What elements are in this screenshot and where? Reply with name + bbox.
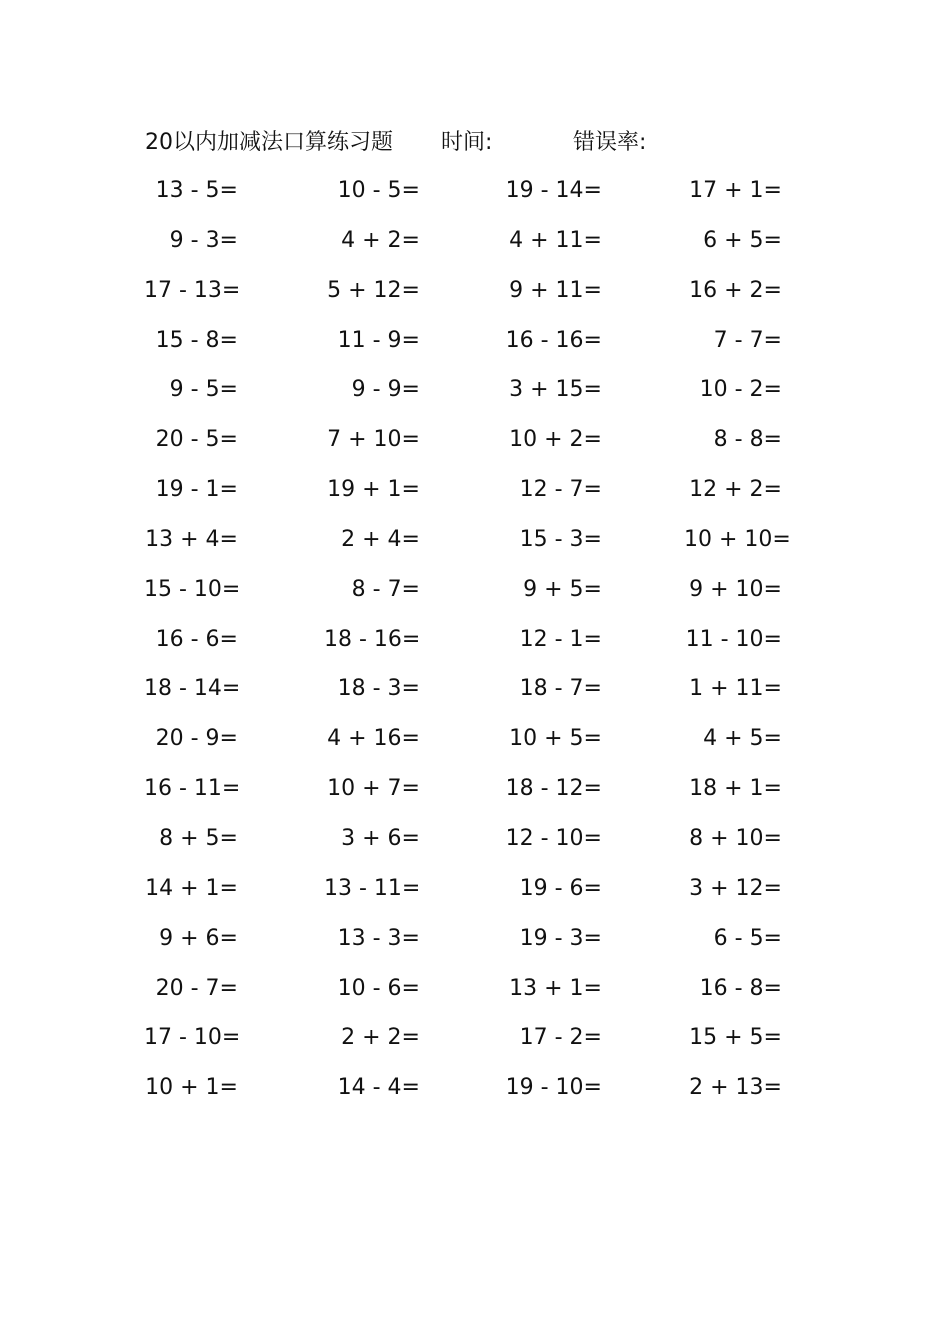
problem-item: 10 - 5=	[337, 178, 420, 203]
problem-item: 9 - 9=	[351, 377, 420, 403]
time-label: 时间:	[441, 130, 493, 155]
problem-item: 9 - 3=	[169, 227, 238, 253]
problem-item: 10 + 5=	[509, 726, 602, 752]
problem-item: 10 + 10=	[684, 526, 791, 552]
problem-grid	[144, 172, 791, 1119]
problem-item: 2 + 2=	[341, 1025, 420, 1051]
problem-item: 10 + 2=	[509, 427, 602, 453]
problem-item: 13 + 1=	[509, 975, 602, 1001]
problem-item: 9 + 6=	[159, 925, 238, 951]
problem-item: 18 - 7=	[519, 676, 602, 702]
problem-item: 7 - 7=	[713, 327, 782, 353]
problem-item: 12 - 10=	[505, 825, 602, 851]
problem-item: 18 + 1=	[689, 776, 782, 802]
problem-item: 4 + 16=	[327, 726, 420, 752]
problem-item: 10 + 1=	[145, 1075, 238, 1101]
problem-item: 10 + 7=	[327, 776, 420, 802]
problem-item: 15 - 10=	[144, 576, 241, 602]
problem-item: 7 + 10=	[327, 427, 420, 453]
problem-item: 17 + 1=	[689, 178, 782, 203]
problem-item: 19 - 1=	[155, 477, 238, 503]
problem-item: 8 - 8=	[713, 427, 782, 453]
problem-item: 17 - 2=	[519, 1025, 602, 1051]
problem-item: 17 - 10=	[144, 1025, 241, 1051]
problem-item: 16 - 8=	[699, 975, 782, 1001]
problem-item: 8 - 7=	[351, 576, 420, 602]
problem-item: 4 + 5=	[703, 726, 782, 752]
problem-item: 20 - 5=	[155, 427, 238, 453]
problem-item: 5 + 12=	[327, 277, 420, 303]
problem-item: 17 - 13=	[144, 277, 241, 303]
problem-item: 13 - 11=	[324, 875, 421, 901]
problem-item: 3 + 15=	[509, 377, 602, 403]
problem-item: 9 + 11=	[509, 277, 602, 303]
problem-item: 19 + 1=	[327, 477, 420, 503]
problem-item: 15 + 5=	[689, 1025, 782, 1051]
problem-item: 11 - 10=	[685, 626, 782, 652]
problem-item: 18 - 16=	[324, 626, 421, 652]
problem-item: 10 - 2=	[699, 377, 782, 403]
problem-item: 15 - 8=	[155, 327, 238, 353]
problem-item: 18 - 12=	[505, 776, 602, 802]
problem-item: 2 + 4=	[341, 526, 420, 552]
problem-item: 14 - 4=	[337, 1075, 420, 1101]
problem-item: 20 - 7=	[155, 975, 238, 1001]
problem-item: 16 - 16=	[505, 327, 602, 353]
problem-item: 20 - 9=	[155, 726, 238, 752]
problem-item: 13 - 3=	[337, 925, 420, 951]
problem-item: 16 - 6=	[155, 626, 238, 652]
problem-item: 13 + 4=	[145, 526, 238, 552]
problem-item: 13 - 5=	[155, 178, 238, 203]
problem-item: 8 + 10=	[689, 825, 782, 851]
problem-item: 19 - 6=	[519, 875, 602, 901]
problem-item: 19 - 14=	[505, 178, 602, 203]
worksheet-title: 20以内加减法口算练习题	[145, 130, 393, 155]
problem-item: 9 + 10=	[689, 576, 782, 602]
problem-item: 4 + 2=	[341, 227, 420, 253]
problem-item: 9 - 5=	[169, 377, 238, 403]
problem-item: 12 + 2=	[689, 477, 782, 503]
problem-item: 3 + 12=	[689, 875, 782, 901]
problem-item: 15 - 3=	[519, 526, 602, 552]
problem-item: 4 + 11=	[509, 227, 602, 253]
problem-item: 11 - 9=	[337, 327, 420, 353]
problem-item: 3 + 6=	[341, 825, 420, 851]
problem-item: 6 - 5=	[713, 925, 782, 951]
problem-item: 8 + 5=	[159, 825, 238, 851]
problem-item: 2 + 13=	[689, 1075, 782, 1101]
problem-item: 19 - 3=	[519, 925, 602, 951]
problem-item: 14 + 1=	[145, 875, 238, 901]
problem-item: 18 - 14=	[144, 676, 241, 702]
problem-item: 12 - 7=	[519, 477, 602, 503]
problem-item: 1 + 11=	[689, 676, 782, 702]
problem-item: 16 - 11=	[144, 776, 241, 802]
problem-item: 10 - 6=	[337, 975, 420, 1001]
problem-item: 19 - 10=	[505, 1075, 602, 1101]
problem-item: 12 - 1=	[519, 626, 602, 652]
problem-item: 6 + 5=	[703, 227, 782, 253]
error-rate-label: 错误率:	[573, 130, 647, 155]
problem-item: 18 - 3=	[337, 676, 420, 702]
problem-item: 16 + 2=	[689, 277, 782, 303]
problem-item: 9 + 5=	[523, 576, 602, 602]
